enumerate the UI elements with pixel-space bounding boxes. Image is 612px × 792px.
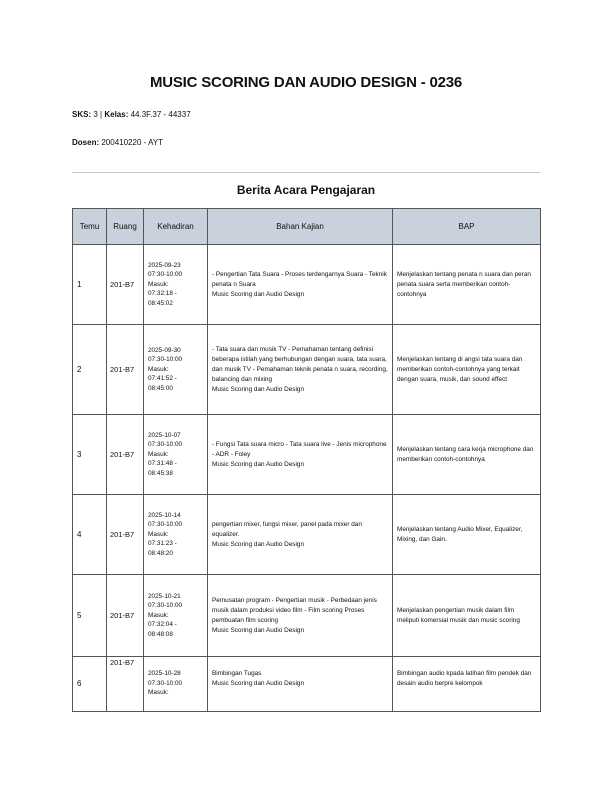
- header-bahan-kajian: Bahan Kajian: [208, 209, 393, 245]
- masuk-label: Masuk:: [148, 611, 169, 619]
- masuk-label: Masuk:: [148, 450, 169, 458]
- check-out-time: 08:45:00: [148, 384, 173, 392]
- cell-bahan-kajian: - Pengertian Tata Suara - Proses terdengarnya Suara - Teknik penata n Suara Music Scoring dan Audio Design: [208, 245, 393, 325]
- kelas-value: 44.3F.37 - 44337: [130, 110, 191, 119]
- cell-temu: 1: [73, 245, 107, 325]
- cell-kehadiran: [144, 325, 208, 415]
- cell-bahan-kajian: Pemusatan program - Pengertian musik - Perbedaan jenis musik dalam produksi video film - Film scoring Proses pembuatan film scoring Music Scoring dan Audio Design: [208, 575, 393, 657]
- sks-value: 3: [93, 110, 98, 119]
- date: 2025-09-23: [148, 261, 181, 269]
- cell-temu: 5: [73, 575, 107, 657]
- check-out-time: 08:45:02: [148, 299, 173, 307]
- cell-temu: 4: [73, 495, 107, 575]
- document-title: MUSIC SCORING DAN AUDIO DESIGN - 0236: [149, 74, 463, 91]
- masuk-label: Masuk:: [148, 530, 169, 538]
- cell-bap: Bimbingan audio kpada latihan film pendek dan desain audio berpre kelompok: [393, 657, 541, 712]
- check-in-time: 07:32:04 -: [148, 621, 177, 629]
- cell-temu: 6: [73, 657, 107, 712]
- cell-bap: Menjelaskan tentang penata n suara dan peran penata suara serta memberikan contoh-contohnya: [393, 245, 541, 325]
- cell-bahan-kajian: - Fungsi Tata suara micro - Tata suara live - Jenis microphone - ADR - Foley Music Scoring dan Audio Design: [208, 415, 393, 495]
- header-bap: BAP: [393, 209, 541, 245]
- check-out-time: 08:48:20: [148, 549, 173, 557]
- date: 2025-10-28: [148, 670, 181, 677]
- check-out-time: 08:45:38: [148, 469, 173, 477]
- date: 2025-10-07: [148, 431, 181, 439]
- date: 2025-10-14: [148, 511, 181, 519]
- cell-bap: Menjelaskan tentang di angsi tata suara dan memberikan contoh-contohnya yang terkait dengan suara, musik, dan sound effect: [393, 325, 541, 415]
- date: 2025-10-21: [148, 592, 181, 600]
- cell-kehadiran: [144, 495, 208, 575]
- dosen-label: Dosen:: [72, 138, 100, 147]
- table-row: [73, 415, 541, 495]
- cell-bahan-kajian: Bimbingan Tugas Music Scoring dan Audio Design: [208, 657, 393, 712]
- cell-temu: 2: [73, 325, 107, 415]
- cell-bap: Menjelaskan pengertian musik dalam film meliputi komersial musik dan music scoring: [393, 575, 541, 657]
- section-title: Berita Acara Pengajaran: [236, 183, 376, 197]
- table-row: [73, 325, 541, 415]
- cell-kehadiran: [144, 575, 208, 657]
- cell-bahan-kajian: pengertian mixer, fungsi mixer, panel pada mixer dan equalizer. Music Scoring dan Audio Design: [208, 495, 393, 575]
- table-row: [73, 495, 541, 575]
- cell-kehadiran: [144, 415, 208, 495]
- time-slot: 07:30-10:00: [148, 356, 183, 364]
- cell-ruang: 201-B7: [107, 415, 144, 495]
- header-ruang: Ruang: [107, 209, 144, 245]
- kelas-label: Kelas:: [104, 110, 129, 119]
- masuk-label: Masuk:: [148, 689, 169, 697]
- check-in-time: 07:32:18 -: [148, 290, 177, 298]
- cell-ruang: 201-B7: [107, 657, 144, 712]
- sks-label: SKS:: [72, 110, 92, 119]
- table-header-row: [73, 209, 541, 245]
- time-slot: 07:30-10:00: [148, 602, 183, 610]
- date: 2025-09-30: [148, 346, 181, 354]
- cell-ruang: 201-B7: [107, 245, 144, 325]
- cell-ruang: 201-B7: [107, 325, 144, 415]
- lecturer-info: [72, 138, 163, 147]
- check-in-time: 07:31:48 -: [148, 460, 177, 468]
- attendance-table: [72, 208, 541, 712]
- masuk-label: Masuk:: [148, 365, 169, 373]
- time-slot: 07:30-10:00: [148, 679, 183, 687]
- time-slot: 07:30-10:00: [148, 521, 183, 529]
- table-row: [73, 657, 541, 712]
- masuk-label: Masuk:: [148, 280, 169, 288]
- cell-ruang: 201-B7: [107, 575, 144, 657]
- dosen-value: 200410220 - AYT: [101, 138, 164, 147]
- cell-bahan-kajian: - Tata suara dan musik TV - Pemahaman tentang definisi beberapa istilah yang berhubungan dengan suara, tata suara, dan musik TV - Pemahaman teknik penata n suara, recording, balancing dan mixing Music Scoring dan Audio Design: [208, 325, 393, 415]
- check-in-time: 07:31:23 -: [148, 540, 177, 548]
- cell-kehadiran: [144, 245, 208, 325]
- cell-ruang: 201-B7: [107, 495, 144, 575]
- cell-kehadiran: [144, 657, 208, 712]
- check-in-time: 07:41:52 -: [148, 375, 177, 383]
- meta-separator: |: [100, 110, 103, 119]
- table-row: [73, 575, 541, 657]
- course-info: [72, 110, 191, 119]
- header-kehadiran: Kehadiran: [144, 209, 208, 245]
- cell-bap: Menjelaskan tentang Audio Mixer, Equalizer, Mixing, dan Gain.: [393, 495, 541, 575]
- time-slot: 07:30-10:00: [148, 441, 183, 449]
- time-slot: 07:30-10:00: [148, 271, 183, 279]
- header-temu: Temu: [73, 209, 107, 245]
- divider: [72, 172, 540, 173]
- cell-temu: 3: [73, 415, 107, 495]
- cell-bap: Menjelaskan tentang cara kerja microphone dan memberikan contoh-contohnya: [393, 415, 541, 495]
- table-row: [73, 245, 541, 325]
- check-out-time: 08:48:08: [148, 630, 173, 638]
